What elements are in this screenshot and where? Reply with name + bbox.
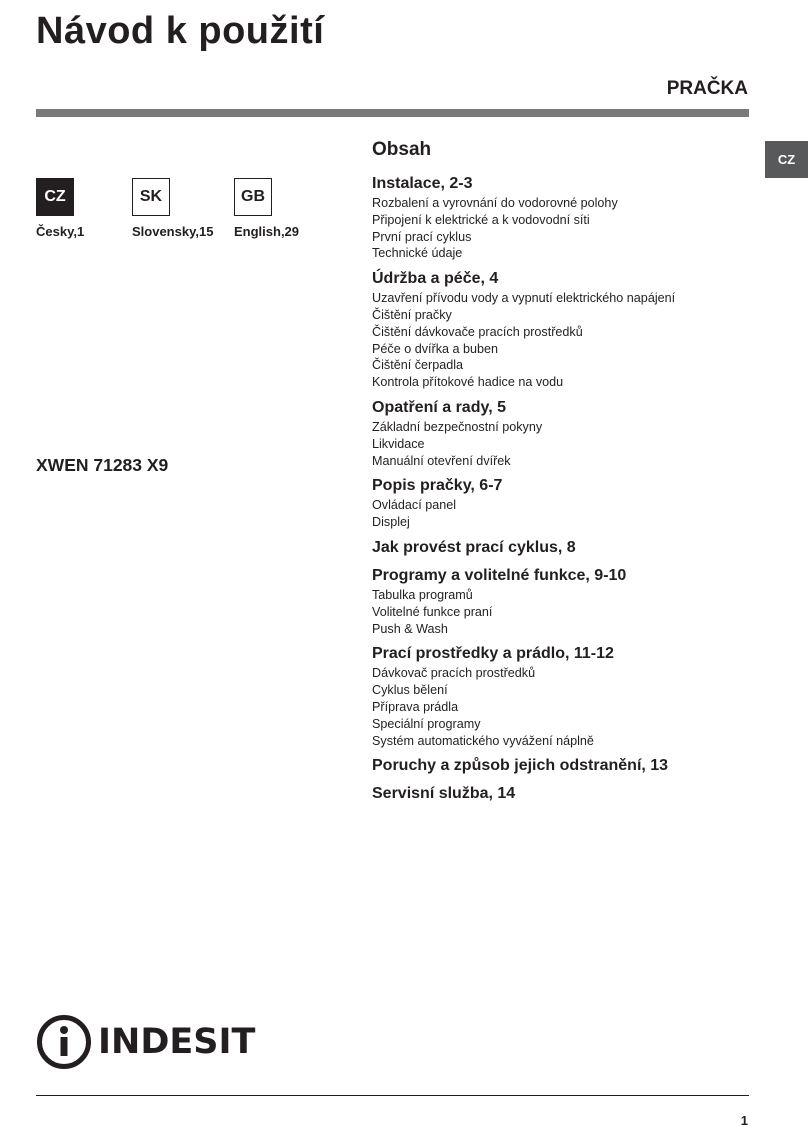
toc-section-item[interactable]: Volitelné funkce praní bbox=[372, 604, 493, 619]
toc-section-item[interactable]: Ovládací panel bbox=[372, 498, 457, 513]
page-title: Návod k použití bbox=[36, 10, 325, 52]
toc-section-item[interactable]: Tabulka programů bbox=[372, 587, 473, 602]
toc-section-heading[interactable]: Prací prostředky a prádlo, 11-12 bbox=[372, 645, 614, 663]
toc-section bbox=[372, 644, 752, 749]
language-sk[interactable] bbox=[132, 178, 213, 239]
header-divider bbox=[36, 109, 749, 117]
language-label: Slovensky,15 bbox=[132, 224, 214, 239]
toc-section bbox=[372, 476, 752, 531]
toc-section bbox=[372, 174, 752, 262]
language-code-box: GB bbox=[234, 178, 272, 216]
toc-section-item[interactable]: Kontrola přítokové hadice na vodu bbox=[372, 375, 564, 390]
toc-section-item[interactable]: Push & Wash bbox=[372, 621, 448, 636]
toc-section-item[interactable]: Připojení k elektrické a k vodovodní síti bbox=[372, 212, 590, 227]
product-type: PRAČKA bbox=[666, 78, 748, 99]
indesit-logo-icon bbox=[36, 1014, 92, 1070]
toc-section bbox=[372, 269, 752, 391]
toc-section-item[interactable]: První prací cyklus bbox=[372, 229, 472, 244]
language-code-box: CZ bbox=[36, 178, 74, 216]
toc-section bbox=[372, 566, 752, 637]
language-label: Česky,1 bbox=[36, 224, 85, 239]
toc-section-item[interactable]: Dávkovač pracích prostředků bbox=[372, 666, 536, 681]
toc-section-heading[interactable]: Programy a volitelné funkce, 9-10 bbox=[372, 566, 627, 584]
toc-section-item[interactable]: Příprava prádla bbox=[372, 699, 459, 714]
toc-section-heading[interactable]: Údržba a péče, 4 bbox=[372, 270, 499, 288]
toc-section-heading[interactable]: Poruchy a způsob jejich odstranění, 13 bbox=[372, 757, 669, 775]
toc-section-item[interactable]: Systém automatického vyvážení náplně bbox=[372, 733, 594, 748]
toc-section bbox=[372, 784, 752, 805]
language-gb[interactable] bbox=[234, 178, 299, 239]
toc-section-heading[interactable]: Opatření a rady, 5 bbox=[372, 398, 506, 416]
toc-section bbox=[372, 756, 752, 777]
toc-sections bbox=[372, 174, 752, 805]
toc-section-item[interactable]: Displej bbox=[372, 515, 410, 530]
toc-section-item[interactable]: Péče o dvířka a buben bbox=[372, 341, 499, 356]
toc-section-item[interactable]: Základní bezpečnostní pokyny bbox=[372, 419, 543, 434]
toc-section bbox=[372, 538, 752, 559]
toc-section-item[interactable]: Čištění dávkovače pracích prostředků bbox=[372, 324, 583, 339]
toc-section-item[interactable]: Manuální otevření dvířek bbox=[372, 453, 511, 468]
language-cz[interactable] bbox=[36, 178, 84, 239]
toc-section-item[interactable]: Technické údaje bbox=[372, 246, 463, 261]
toc-section-heading[interactable]: Instalace, 2-3 bbox=[372, 175, 473, 192]
toc-section-heading[interactable]: Jak provést prací cyklus, 8 bbox=[372, 538, 576, 556]
toc-section-heading[interactable]: Popis pračky, 6-7 bbox=[372, 477, 503, 495]
toc-section-item[interactable]: Čištění čerpadla bbox=[372, 358, 464, 373]
table-of-contents bbox=[372, 138, 752, 812]
brand-name: INDESIT bbox=[98, 1022, 256, 1062]
toc-section-item[interactable]: Cyklus bělení bbox=[372, 683, 448, 698]
language-label: English,29 bbox=[234, 224, 300, 239]
page-number: 1 bbox=[740, 1113, 748, 1128]
toc-section-item[interactable]: Čištění pračky bbox=[372, 307, 452, 322]
toc-section-item[interactable]: Rozbalení a vyrovnání do vodorovné polohy bbox=[372, 196, 618, 210]
language-side-tab[interactable]: CZ bbox=[765, 141, 808, 178]
footer-divider bbox=[36, 1095, 749, 1096]
toc-section-heading[interactable]: Servisní služba, 14 bbox=[372, 785, 516, 803]
model-number: XWEN 71283 X9 bbox=[36, 455, 169, 475]
brand-logo bbox=[36, 1014, 255, 1070]
toc-section-item[interactable]: Uzavření přívodu vody a vypnutí elektrického napájení bbox=[372, 291, 676, 306]
toc-section-item[interactable]: Speciální programy bbox=[372, 716, 481, 731]
toc-section-item[interactable]: Likvidace bbox=[372, 436, 425, 451]
toc-title: Obsah bbox=[372, 139, 432, 160]
toc-section bbox=[372, 398, 752, 469]
language-code-box: SK bbox=[132, 178, 170, 216]
